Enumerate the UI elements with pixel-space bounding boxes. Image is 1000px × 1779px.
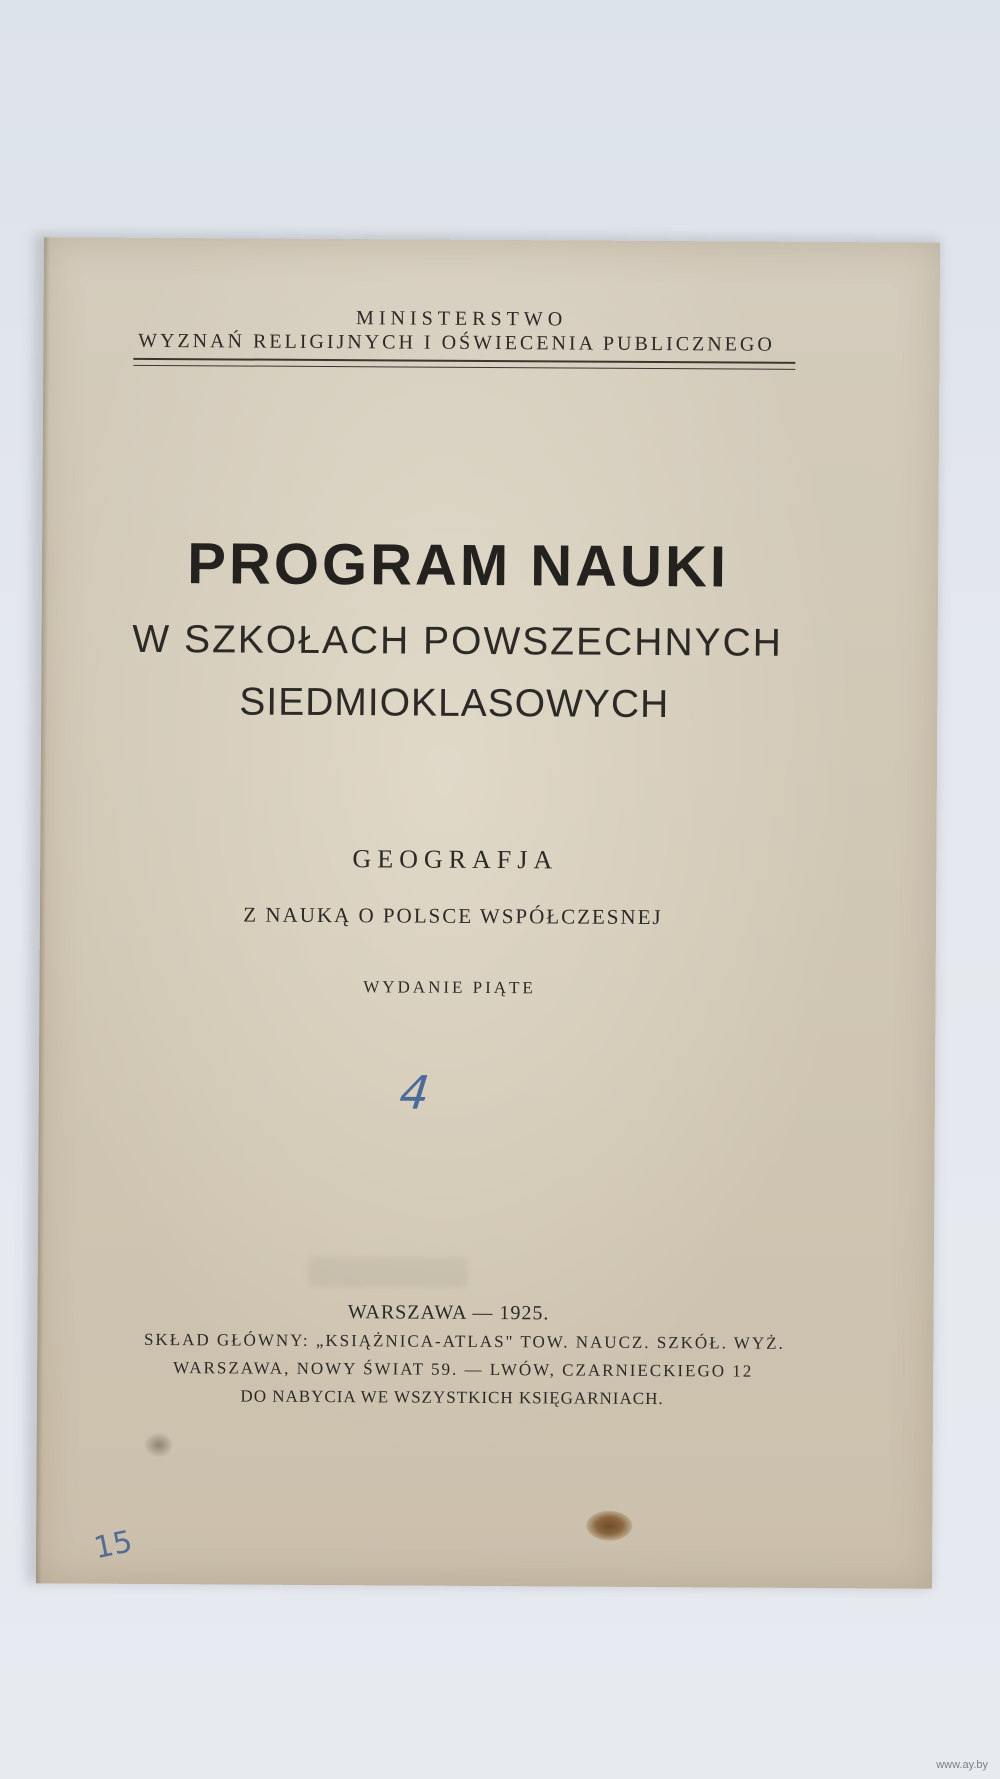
cover-subtitle-line-1: W SZKOŁACH POWSZECHNYCH [132,617,784,665]
header-rule-thin [133,365,795,370]
ministry-line-2: WYZNAŃ RELIGIJNYCH I OŚWIECENIA PUBLICZNEGO [138,329,775,356]
publisher-line-2: SKŁAD GŁÓWNY: „KSIĄŻNICA-ATLAS" TOW. NAUCZ. SZKÓŁ. WYŻ. [143,1329,785,1353]
subject-detail: Z NAUKĄ O POLSCE WSPÓŁCZESNEJ [243,902,663,930]
paper-stain [586,1511,632,1541]
handwritten-mark: 4 [396,1065,433,1120]
paper-smudge [145,1433,173,1457]
publisher-line-4: DO NABYCIA WE WSZYSTKICH KSIĘGARNIACH. [240,1386,664,1409]
edition-label: WYDANIE PIĄTE [363,977,536,998]
publisher-line-1: WARSZAWA — 1925. [347,1301,550,1325]
cover-subtitle-line-2: SIEDMIOKLASOWYCH [239,680,670,727]
cover-title: PROGRAM NAUKI [187,531,730,600]
site-watermark: www.ay.by [936,1759,988,1771]
faded-stamp [308,1257,468,1288]
ministry-line-1: MINISTERSTWO [356,307,568,331]
booklet-cover [36,237,940,1588]
subject-heading: GEOGRAFJA [352,844,559,875]
handwritten-price: 15 [90,1524,136,1567]
publisher-line-3: WARSZAWA, NOWY ŚWIAT 59. — LWÓW, CZARNIECKIEGO 12 [173,1358,754,1381]
header-rule-thick [133,358,795,364]
